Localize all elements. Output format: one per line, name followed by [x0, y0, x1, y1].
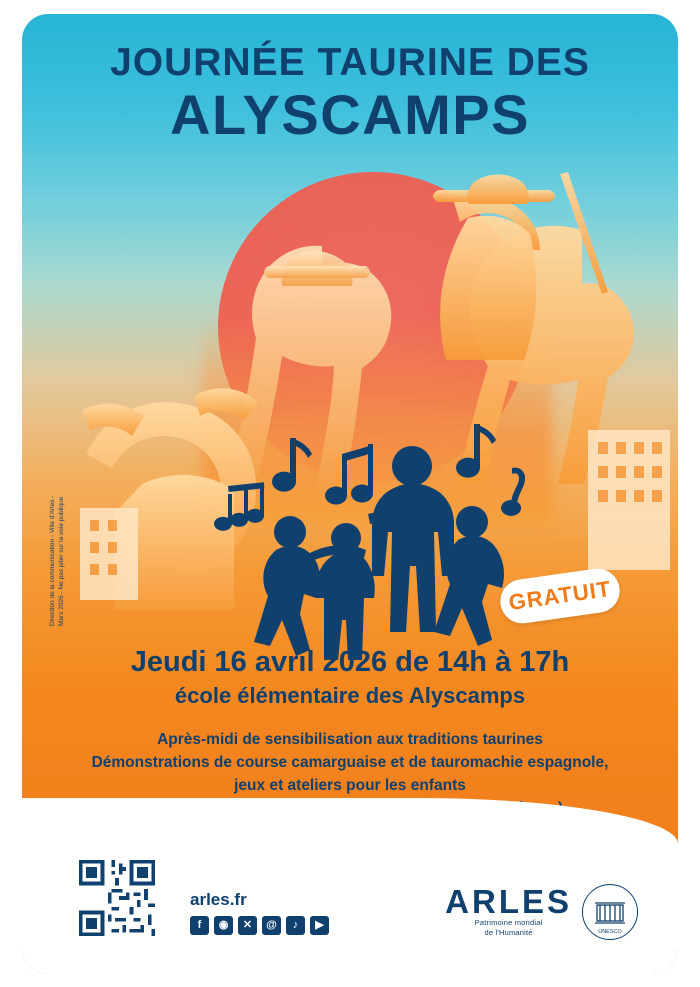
social-links — [190, 916, 329, 935]
event-info — [22, 644, 678, 820]
credit-line-1: Direction de la communication - Ville d'Arles - — [49, 495, 56, 626]
qr-code[interactable] — [79, 860, 155, 936]
arles-tagline-2: de l'Humanité — [484, 928, 533, 937]
poster — [22, 14, 678, 974]
arles-logo — [445, 884, 638, 940]
tiktok-icon[interactable]: ♪ — [286, 916, 305, 935]
x-twitter-icon[interactable]: ✕ — [238, 916, 257, 935]
buildings-left — [80, 508, 138, 600]
arles-tagline-1: Patrimoine mondial — [474, 918, 543, 927]
description-line-1: Après-midi de sensibilisation aux traditions taurines — [157, 731, 543, 748]
svg-text:UNESCO: UNESCO — [598, 929, 622, 935]
youtube-icon[interactable]: ▶ — [310, 916, 329, 935]
headline-line-2: ALYSCAMPS — [170, 83, 530, 146]
credit-line-2: Mars 2026 - Ne pas jeter sur la voie publique — [58, 496, 65, 626]
unesco-temple-icon — [583, 885, 637, 939]
credit-text — [48, 416, 66, 626]
threads-icon[interactable]: @ — [262, 916, 281, 935]
event-location: école élémentaire des Alyscamps — [174, 683, 526, 708]
unesco-emblem — [582, 884, 638, 940]
instagram-icon[interactable]: ◉ — [214, 916, 233, 935]
poster-headline — [22, 40, 678, 144]
free-badge-label: GRATUIT — [507, 575, 613, 616]
headline-line-1: JOURNÉE TAURINE DES — [110, 41, 590, 84]
description-line-3: jeux et ateliers pour les enfants — [234, 777, 466, 794]
arles-wordmark: ARLES — [445, 883, 572, 920]
event-date: Jeudi 16 avril 2026 de 14h à 17h — [130, 646, 570, 678]
website-link[interactable]: arles.fr — [190, 890, 247, 909]
facebook-icon[interactable]: f — [190, 916, 209, 935]
buildings-right — [588, 430, 670, 570]
description-line-2: Démonstrations de course camarguaise et de tauromachie espagnole, — [91, 754, 609, 771]
